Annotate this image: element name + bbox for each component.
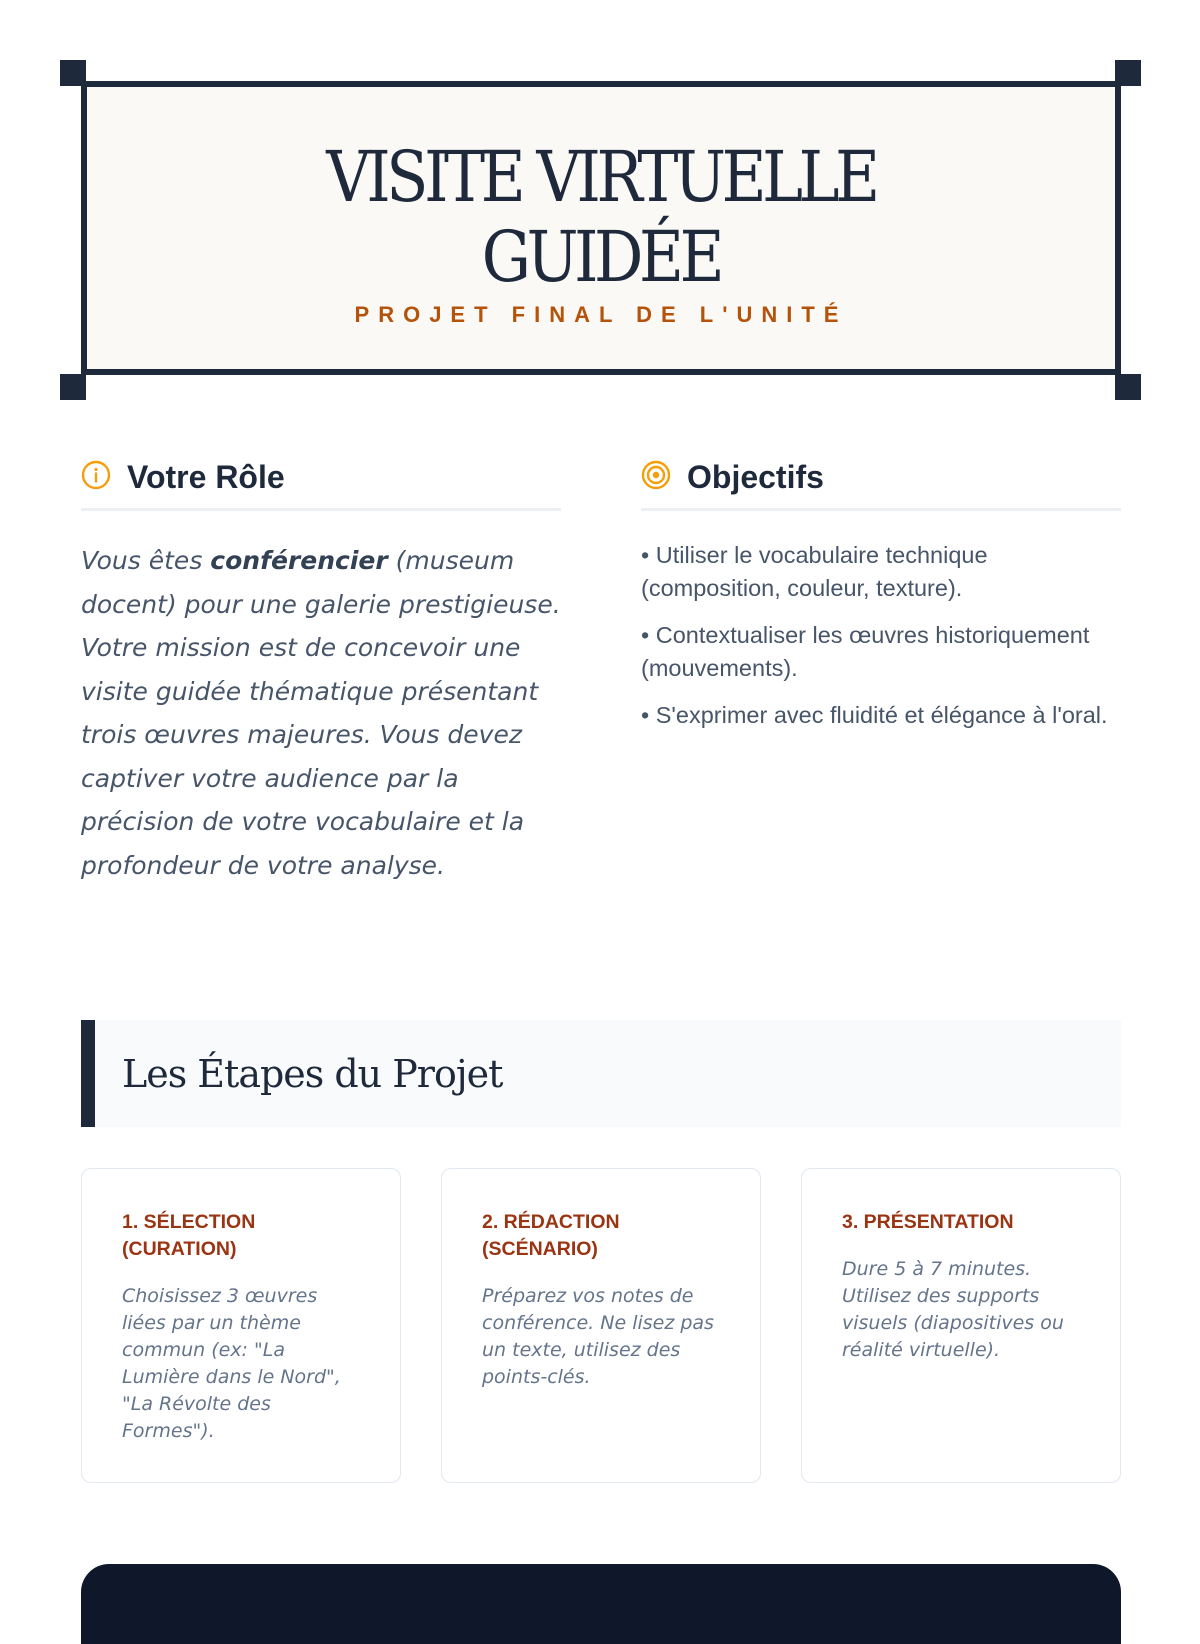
objective-item: • S'exprimer avec fluidité et élégance à l'oral. <box>641 702 1108 728</box>
objectives-header <box>641 460 1121 511</box>
objectives-heading: Objectifs <box>687 459 824 495</box>
step-card-presentation <box>801 1168 1121 1483</box>
page-subtitle: PROJET FINAL DE L'UNITÉ <box>354 302 848 327</box>
role-text-rest: (museum docent) pour une galerie prestigieuse. Votre mission est de concevoir une visite guidée thématique présentant trois œuvres majeures. Vous devez captiver votre audience par la précision de votre vocabulaire et la profondeur de votre analyse. <box>81 546 561 880</box>
step-card-title: 2. RÉDACTION (SCÉNARIO) <box>482 1211 620 1260</box>
role-header <box>81 460 561 511</box>
step-card-redaction <box>441 1168 761 1483</box>
frame-corner-bottom-left <box>60 374 86 400</box>
target-icon <box>641 460 675 494</box>
page-title <box>149 137 1054 297</box>
role-heading: Votre Rôle <box>127 459 285 495</box>
objectives-list <box>641 539 1121 732</box>
role-section <box>81 460 561 887</box>
steps-heading: Les Étapes du Projet <box>122 1052 503 1096</box>
step-card-title: 3. PRÉSENTATION <box>842 1211 1014 1233</box>
info-circle-icon <box>81 460 115 494</box>
step-card-selection <box>81 1168 401 1483</box>
page-title-line-1: VISITE VIRTUELLE <box>326 136 876 218</box>
role-text-start: Vous êtes <box>81 546 211 575</box>
steps-banner <box>81 1020 1121 1127</box>
frame-corner-bottom-right <box>1115 374 1141 400</box>
page-title-line-2: GUIDÉE <box>481 216 721 298</box>
footer-panel <box>81 1564 1121 1644</box>
step-card-text: Préparez vos notes de conférence. Ne lisez pas un texte, utilisez des points-clés. <box>482 1285 714 1388</box>
step-card-title: 1. SÉLECTION (CURATION) <box>122 1211 256 1260</box>
objective-item: • Utiliser le vocabulaire technique (composition, couleur, texture). <box>641 542 988 601</box>
role-description <box>81 539 561 887</box>
role-text-emphasis: conférencier <box>210 546 388 575</box>
title-frame <box>81 81 1121 375</box>
objectives-section <box>641 460 1121 746</box>
objective-item: • Contextualiser les œuvres historiquement (mouvements). <box>641 622 1090 681</box>
step-card-text: Choisissez 3 œuvres liées par un thème commun (ex: "La Lumière dans le Nord", "La Révolte des Formes"). <box>122 1285 341 1442</box>
step-card-text: Dure 5 à 7 minutes. Utilisez des supports visuels (diapositives ou réalité virtuelle). <box>842 1258 1064 1361</box>
